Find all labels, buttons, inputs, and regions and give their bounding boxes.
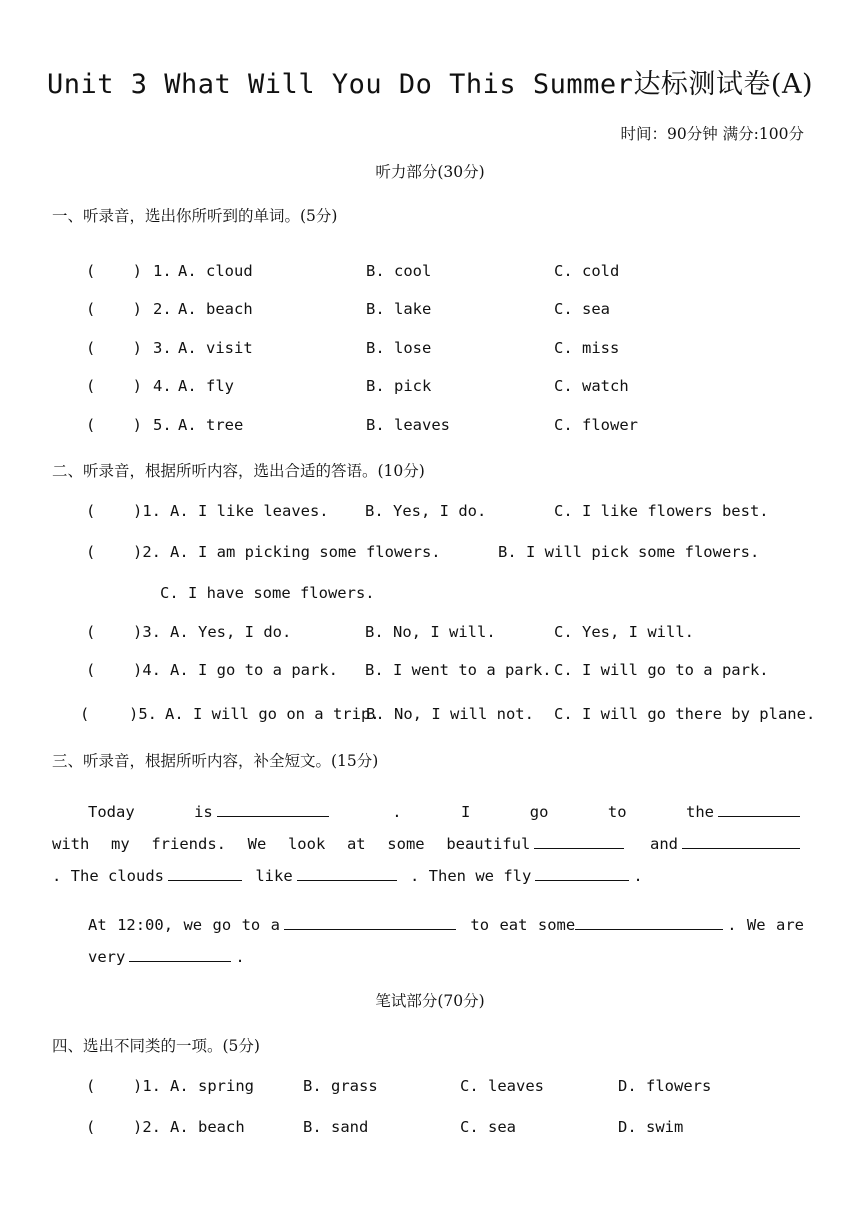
fill-blank[interactable] (575, 914, 723, 930)
passage-text: and (649, 835, 678, 853)
fill-blank[interactable] (682, 833, 800, 849)
list-item (0, 339, 860, 361)
option-b: B. I will pick some flowers. (498, 543, 760, 561)
answer-bracket: ( (86, 1118, 96, 1136)
passage-text: to eat some (470, 916, 576, 934)
fill-blank[interactable] (535, 865, 629, 881)
passage-text: with my friends. We look at some (52, 835, 425, 853)
option-b: B. No, I will. (365, 623, 496, 641)
option-b: B. pick (366, 377, 432, 395)
answer-bracket: ( ) (86, 416, 142, 434)
list-item (0, 1077, 860, 1099)
passage-text: . I go to the (392, 803, 714, 821)
passage-text: Today is (88, 803, 213, 821)
item-number: 2. (153, 300, 172, 318)
option-b: B. I went to a park. (365, 661, 552, 679)
answer-bracket: ( (86, 661, 96, 679)
option-a: A. fly (178, 377, 234, 395)
section4-heading: 四、选出不同类的一项。(5分) (52, 1037, 260, 1055)
answer-bracket: ( (86, 623, 96, 641)
answer-bracket: ( (86, 1077, 96, 1095)
section1-heading: 一、听录音，选出你所听到的单词。(5分) (52, 207, 338, 225)
fill-blank[interactable] (168, 865, 242, 881)
option-c: C. sea (460, 1118, 516, 1136)
option-a: A. spring (170, 1077, 254, 1095)
item-number: )4. (133, 661, 161, 679)
title-chinese: 达标测试卷(A) (633, 69, 814, 100)
item-number: )2. (133, 543, 161, 561)
passage-text: . We are (727, 916, 804, 934)
list-item (0, 705, 860, 727)
option-a: A. I am picking some flowers. (170, 543, 441, 561)
option-b: B. No, I will not. (366, 705, 534, 723)
option-b: B. grass (303, 1077, 378, 1095)
option-a: A. I like leaves. (170, 502, 329, 520)
passage-text: very (88, 948, 126, 966)
option-b: B. Yes, I do. (365, 502, 487, 520)
section3-heading: 三、听录音，根据所听内容，补全短文。(15分) (52, 752, 379, 770)
page-title (0, 62, 860, 101)
passage-paragraph-1 (52, 796, 804, 892)
answer-bracket: ( ) (86, 339, 142, 357)
list-item (0, 543, 860, 565)
passage-text: . Then (410, 867, 466, 885)
item-number: )5. (129, 705, 157, 723)
option-a: A. beach (178, 300, 253, 318)
item-number: )3. (133, 623, 161, 641)
option-b: B. cool (366, 262, 432, 280)
option-c: C. I will go there by plane. (554, 705, 816, 723)
item-number: 5. (153, 416, 172, 434)
option-b: B. lake (366, 300, 432, 318)
title-english: Unit 3 What Will You Do This Summer (46, 69, 634, 100)
answer-bracket: ( (86, 502, 96, 520)
fill-blank[interactable] (297, 865, 397, 881)
item-number: )1. (133, 502, 161, 520)
list-item-continued (0, 584, 860, 606)
writing-section-header: 笔试部分(70分) (375, 992, 485, 1010)
option-c: C. watch (554, 377, 629, 395)
option-d: D. flowers (618, 1077, 712, 1095)
option-a: A. cloud (178, 262, 253, 280)
answer-bracket: ( ) (86, 377, 142, 395)
list-item (0, 300, 860, 322)
option-c: C. cold (554, 262, 620, 280)
list-item (0, 1118, 860, 1140)
option-c: C. flower (554, 416, 638, 434)
list-item (0, 377, 860, 399)
list-item (0, 661, 860, 683)
list-item (0, 623, 860, 645)
list-item (0, 262, 860, 284)
option-c: C. miss (554, 339, 620, 357)
listening-section-header: 听力部分(30分) (375, 163, 485, 181)
passage-text: we fly (475, 867, 532, 885)
item-number: )2. (133, 1118, 161, 1136)
answer-bracket: ( (80, 705, 90, 723)
fill-blank[interactable] (718, 801, 800, 817)
passage-text: like (255, 867, 293, 885)
passage-text: At 12:00, we go to a (88, 916, 280, 934)
option-b: B. sand (303, 1118, 369, 1136)
item-number: 3. (153, 339, 172, 357)
option-a: A. I will go on a trip. (165, 705, 380, 723)
option-a: A. Yes, I do. (170, 623, 292, 641)
passage-paragraph-2 (88, 909, 804, 973)
fill-blank[interactable] (217, 801, 329, 817)
fill-blank[interactable] (284, 914, 456, 930)
option-c: C. I have some flowers. (160, 584, 375, 602)
option-b: B. lose (366, 339, 432, 357)
passage-text: . The clouds (52, 867, 164, 885)
fill-blank[interactable] (129, 946, 231, 962)
list-item (0, 502, 860, 524)
passage-text: . (633, 867, 643, 885)
passage-text: beautiful (446, 835, 531, 853)
answer-bracket: ( ) (86, 300, 142, 318)
option-c: C. leaves (460, 1077, 544, 1095)
option-b: B. leaves (366, 416, 450, 434)
answer-bracket: ( (86, 543, 96, 561)
item-number: 1. (153, 262, 172, 280)
option-a: A. tree (178, 416, 244, 434)
passage-text: . (235, 948, 245, 966)
item-number: )1. (133, 1077, 161, 1095)
option-d: D. swim (618, 1118, 684, 1136)
option-a: A. visit (178, 339, 253, 357)
option-c: C. sea (554, 300, 610, 318)
answer-bracket: ( ) (86, 262, 142, 280)
option-a: A. beach (170, 1118, 245, 1136)
option-c: C. I like flowers best. (554, 502, 769, 520)
option-c: C. I will go to a park. (554, 661, 769, 679)
fill-blank[interactable] (534, 833, 624, 849)
option-c: C. Yes, I will. (554, 623, 694, 641)
time-score-info: 时间：90分钟 满分:100分 (620, 125, 804, 143)
option-a: A. I go to a park. (170, 661, 338, 679)
list-item (0, 416, 860, 438)
section2-heading: 二、听录音，根据所听内容，选出合适的答语。(10分) (52, 462, 425, 480)
item-number: 4. (153, 377, 172, 395)
